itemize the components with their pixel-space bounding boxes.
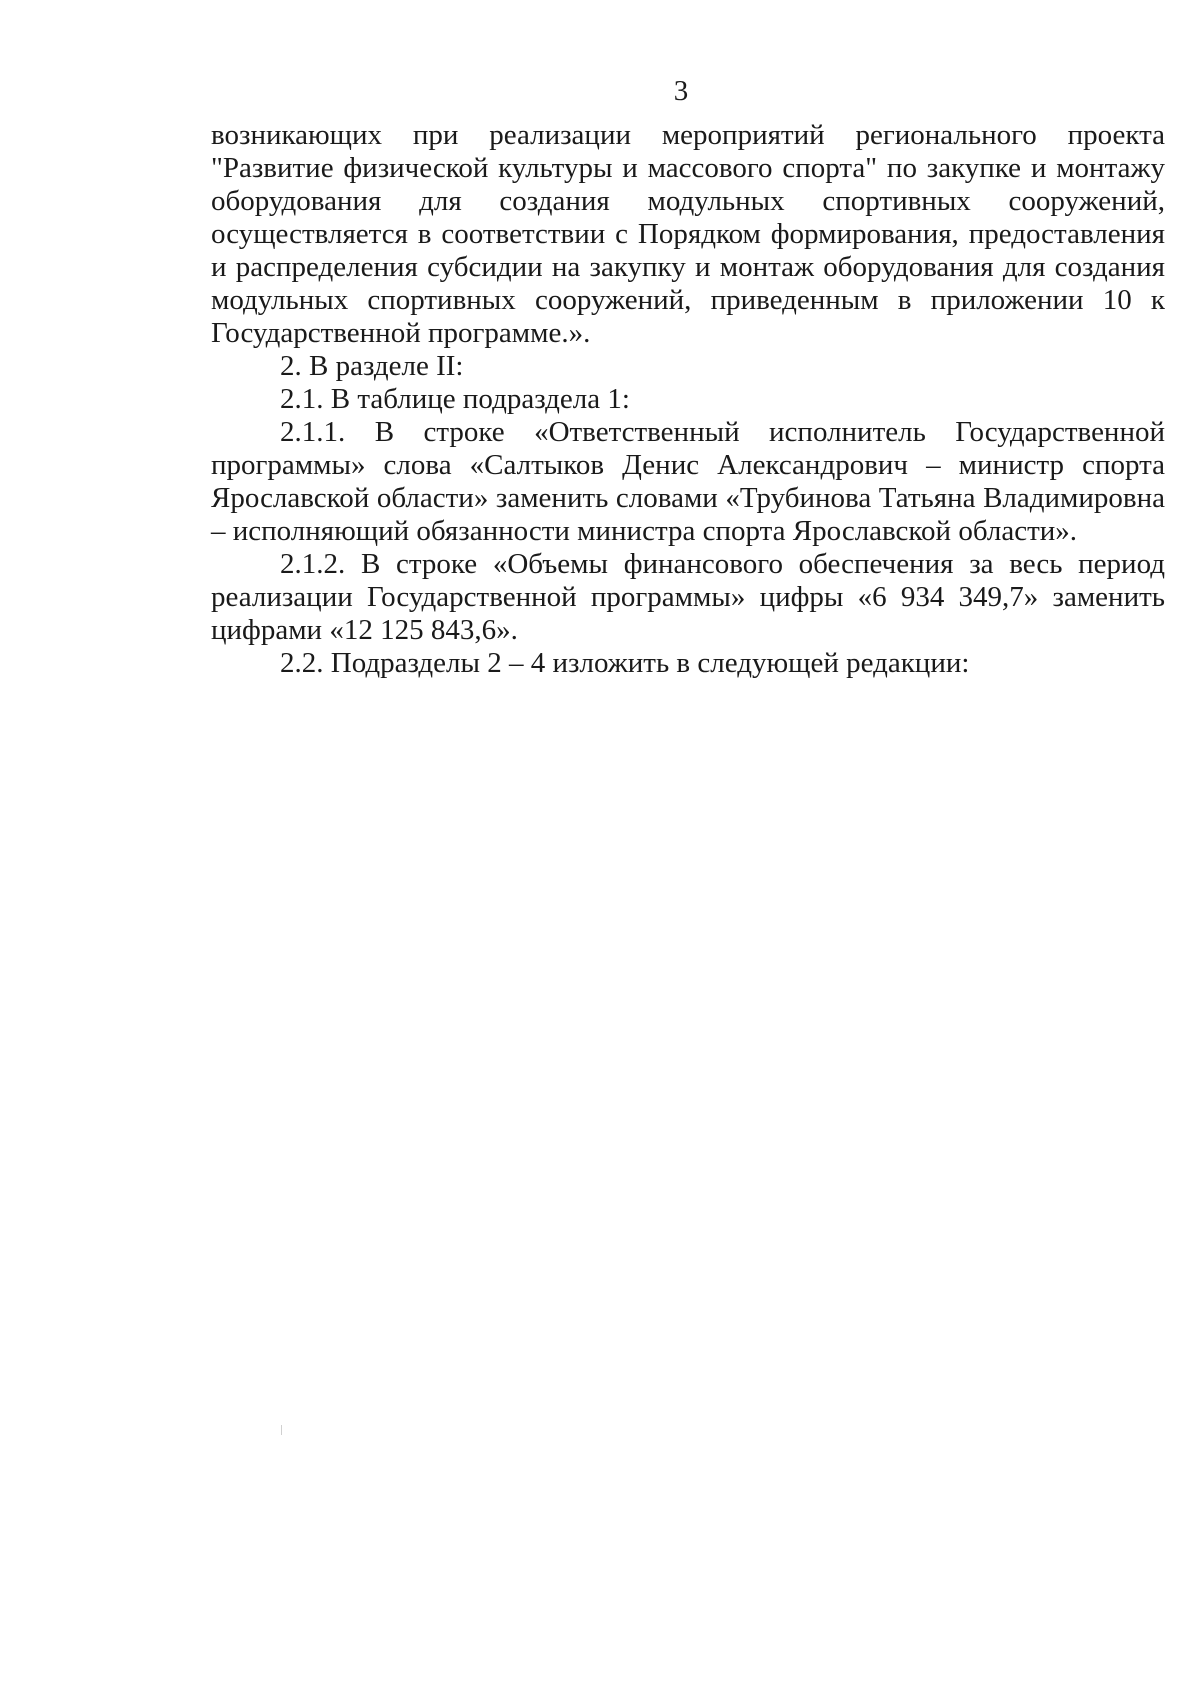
paragraph-item-2-1: 2.1. В таблице подраздела 1:: [280, 383, 630, 415]
paragraph-item-2-2: 2.2. Подразделы 2 – 4 изложить в следующей редакции:: [280, 647, 970, 679]
paragraph-continuation: возникающих при реализации мероприятий регионального проекта "Развитие физической культуры и массового спорта" по закупке и монтажу оборудования для создания модульных спортивных сооружений, осуществляется в соответствии с Порядком формирования, предоставления и распределения субсидии на закупку и монтаж оборудования для создания модульных спортивных сооружений, приведенным в приложении 10 к Государственной программе.».: [211, 119, 1165, 349]
page-number: 3: [673, 75, 689, 107]
document-body: [211, 119, 1165, 680]
paragraph-item-2-1-1: 2.1.1. В строке «Ответственный исполнитель Государственной программы» слова «Салтыков Денис Александрович – министр спорта Ярославской области» заменить словами «Трубинова Татьяна Владимировна – исполняющий обязанности министра спорта Ярославской области».: [211, 416, 1165, 547]
paragraph-item-2-1-2: 2.1.2. В строке «Объемы финансового обеспечения за весь период реализации Государственной программы» цифры «6 934 349,7» заменить цифрами «12 125 843,6».: [211, 548, 1165, 646]
paragraph-section-2: 2. В разделе II:: [280, 350, 464, 382]
scan-artifact: [281, 1425, 282, 1435]
